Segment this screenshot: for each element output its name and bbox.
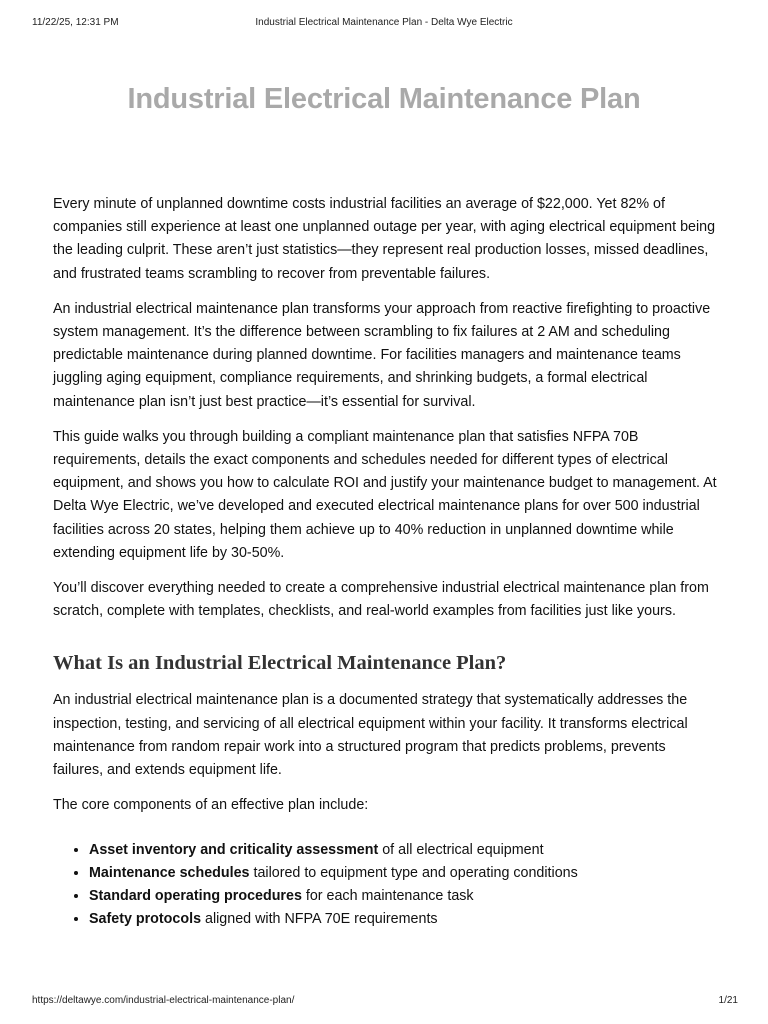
- page-url: https://deltawye.com/industrial-electrical-maintenance-plan/: [32, 995, 295, 1006]
- list-item-bold: Maintenance schedules: [89, 865, 250, 882]
- list-item-bold: Safety protocols: [89, 911, 202, 928]
- list-item-text: of all electrical equipment: [378, 842, 544, 859]
- list-item-text: aligned with NFPA 70E requirements: [201, 911, 438, 928]
- intro-paragraph-4: You’ll discover everything needed to create a comprehensive industrial electrical maintenance plan from scratch, complete with templates, checklists, and real-world examples from facilities just like yours.: [53, 580, 709, 620]
- core-components-list: [53, 839, 717, 931]
- list-item-bold: Asset inventory and criticality assessment: [89, 842, 379, 859]
- section-heading: What Is an Industrial Electrical Maintenance Plan?: [53, 652, 507, 675]
- print-document-title: Industrial Electrical Maintenance Plan - Delta Wye Electric: [255, 17, 513, 28]
- intro-paragraph-1: Every minute of unplanned downtime costs industrial facilities an average of $22,000. Yet 82% of companies still experience at least one unplanned outage per year, with aging electrical equipment being the leading culprit. These aren’t just statistics—they represent real production losses, missed deadlines, and frustrated teams scrambling to recover from preventable failures.: [53, 196, 716, 282]
- list-item-text: for each maintenance task: [301, 888, 474, 905]
- list-item: [89, 862, 717, 885]
- list-item: [89, 839, 717, 862]
- print-footer: [0, 995, 768, 1009]
- list-item: [89, 885, 717, 908]
- intro-paragraph-2: An industrial electrical maintenance plan transforms your approach from reactive firefighting to proactive system management. It’s the difference between scrambling to fix failures at 2 AM and scheduling predictable maintenance during planned downtime. For facilities managers and maintenance teams juggling aging equipment, compliance requirements, and shrinking budgets, a formal electrical maintenance plan isn’t just best practice—it’s essential for survival.: [53, 300, 711, 410]
- list-item: [89, 908, 717, 931]
- page-title: Industrial Electrical Maintenance Plan: [127, 83, 641, 115]
- page-number: 1/21: [718, 995, 738, 1006]
- intro-paragraph-3: This guide walks you through building a compliant maintenance plan that satisfies NFPA 70B requirements, details the exact components and schedules needed for different types of electrical equipment, and shows you how to calculate ROI and justify your maintenance budget to management. At Delta Wye Electric, we’ve developed and executed electrical maintenance plans for over 500 industrial facilities across 20 states, helping them achieve up to 40% reduction in unplanned downtime while extending equipment life by 30-50%.: [53, 428, 717, 561]
- section-paragraph-2: The core components of an effective plan include:: [53, 797, 369, 814]
- list-item-bold: Standard operating procedures: [89, 888, 302, 905]
- print-header: [0, 17, 768, 31]
- list-item-text: tailored to equipment type and operating conditions: [249, 865, 578, 882]
- print-datetime: 11/22/25, 12:31 PM: [32, 17, 119, 28]
- article-body: [53, 193, 717, 931]
- section-paragraph-1: An industrial electrical maintenance plan is a documented strategy that systematically addresses the inspection, testing, and servicing of all electrical equipment within your facility. It transforms electrical maintenance from random repair work into a structured program that predicts problems, prevents failures, and extends equipment life.: [53, 692, 688, 779]
